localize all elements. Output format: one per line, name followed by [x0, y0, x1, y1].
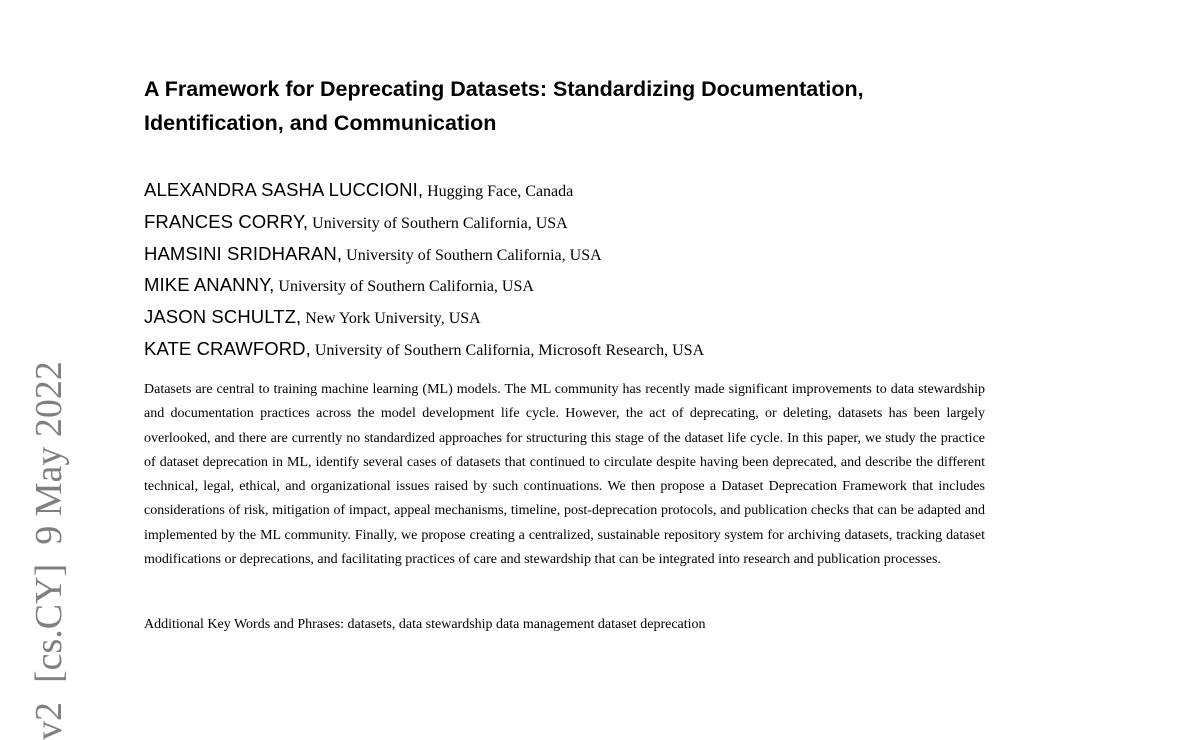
author-affiliation: University of Southern California, USA [274, 278, 534, 296]
author-affiliation: University of Southern California, USA [342, 246, 602, 264]
abstract: Datasets are central to training machine learning (ML) models. The ML community has recently made significant improvements to data stewardship and documentation practices across the model development life cycle. However, the act of deprecating, or deleting, datasets has been largely overlooked, and there are currently no standardized approaches for structuring this stage of the dataset life cycle. In this paper, we study the practice of dataset deprecation in ML, identify several cases of datasets that continued to circulate despite having been deprecated, and describe the different technical, legal, ethical, and organizational issues raised by such continuations. We then propose a Dataset Deprecation Framework that includes considerations of risk, mitigation of impact, appeal mechanisms, timeline, post-deprecation protocols, and publication checks that can be adapted and implemented by the ML community. Finally, we propose creating a centralized, sustainable repository system for archiving datasets, tracking dataset modifications or deprecations, and facilitating practices of care and stewardship that can be integrated into research and publication processes. [144, 382, 985, 568]
author-name: ALEXANDRA SASHA LUCCIONI, [144, 179, 424, 200]
author-entry [144, 269, 1044, 301]
author-name: FRANCES CORRY, [144, 210, 309, 232]
author-entry [144, 174, 1044, 206]
author-entry [144, 238, 1044, 270]
paper-title: A Framework for Deprecating Datasets: Standardizing Documentation, Identification, and Communication [144, 77, 864, 135]
author-name: MIKE ANANNY, [144, 274, 275, 296]
author-name: KATE CRAWFORD, [144, 337, 311, 359]
author-list [144, 174, 1044, 365]
author-affiliation: University of Southern California, Microsoft Research, USA [310, 341, 705, 359]
author-affiliation: University of Southern California, USA [308, 214, 568, 232]
author-entry [144, 333, 1044, 365]
author-entry [144, 206, 1044, 238]
keywords: Additional Key Words and Phrases: datasets, data stewardship data management dataset deprecation [144, 617, 706, 632]
author-affiliation: New York University, USA [301, 310, 481, 328]
author-entry [144, 301, 1044, 333]
author-affiliation: Hugging Face, Canada [423, 183, 574, 200]
author-name: JASON SCHULTZ, [144, 306, 302, 328]
arxiv-stamp: v2 [cs.CY] 9 May 2022 [28, 361, 70, 740]
author-name: HAMSINI SRIDHARAN, [144, 242, 343, 264]
